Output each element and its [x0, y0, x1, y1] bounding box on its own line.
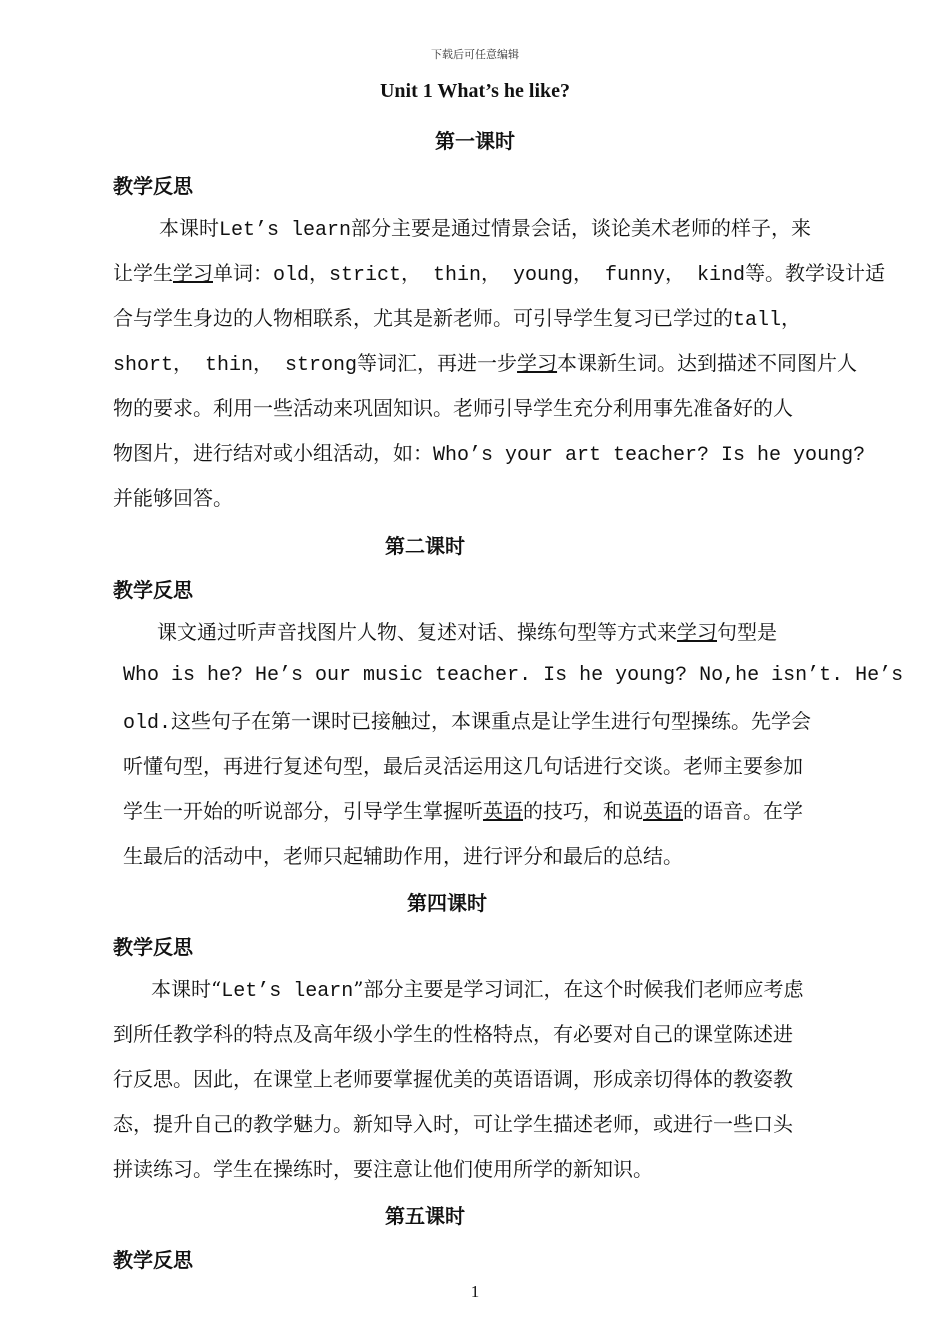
- paragraph-line: [123, 754, 903, 778]
- paragraph-line: [113, 620, 937, 644]
- reflection-label-4: 教学反思: [113, 935, 193, 959]
- reflection-label-1: 教学反思: [113, 174, 193, 198]
- text-run: 生最后的活动中，老师只起辅助作用，进行评分和最后的总结。: [123, 844, 683, 868]
- paragraph-line: [113, 351, 893, 378]
- text-run: Let’s learn: [219, 219, 352, 242]
- text-run: old.: [123, 712, 172, 735]
- text-run: Who’s your art teacher? Is he young?: [433, 444, 866, 467]
- text-run: 的语音。在学: [683, 799, 803, 823]
- underlined-word: 学习: [677, 620, 717, 644]
- text-run: 本课时: [159, 216, 219, 240]
- text-run: 物的要求。利用一些活动来巩固知识。老师引导学生充分利用事先准备好的人: [113, 396, 793, 420]
- text-run: 等词汇，再进一步: [357, 351, 518, 375]
- text-run: Who is he? He’s our music teacher. Is he young? No,he isn’t. He’s: [123, 664, 904, 687]
- text-run: ”部分主要是学习词汇，在这个时候我们老师应考虑: [353, 977, 804, 1001]
- text-run: 到所任教学科的特点及高年级小学生的性格特点，有必要对自己的课堂陈述进: [113, 1022, 793, 1046]
- paragraph-line: [123, 844, 903, 868]
- text-run: 学生一开始的听说部分，引导学生掌握听: [123, 799, 483, 823]
- text-run: 行反思。因此，在课堂上老师要掌握优美的英语语调，形成亲切得体的教姿教: [113, 1067, 793, 1091]
- text-run: short， thin， strong: [113, 354, 358, 377]
- text-run: 部分主要是通过情景会话，谈论美术老师的样子，来: [351, 216, 812, 240]
- lesson-heading-5: 第五课时: [385, 1204, 465, 1228]
- reflection-label-5: 教学反思: [113, 1248, 193, 1272]
- paragraph-line: [123, 799, 903, 823]
- lesson-heading-2: 第二课时: [385, 534, 465, 558]
- underlined-word: 学习: [517, 351, 558, 375]
- text-run: 本课时“: [151, 977, 222, 1001]
- text-run: Let’s learn: [221, 980, 354, 1003]
- paragraph-line: [113, 261, 893, 288]
- underlined-word: 英语: [643, 799, 683, 823]
- paragraph-line: [113, 441, 893, 468]
- text-run: 课文通过听声音找图片人物、复述对话、操练句型等方式来: [157, 620, 677, 644]
- paragraph-line: [113, 1157, 893, 1181]
- text-run: tall，: [733, 309, 802, 332]
- paragraph-line: [113, 486, 893, 510]
- text-run: 这些句子在第一课时已接触过，本课重点是让学生进行句型操练。先学会: [171, 709, 812, 733]
- paragraph-line: [113, 396, 893, 420]
- underlined-word: 学习: [173, 261, 213, 285]
- text-run: old，strict， thin， young， funny， kind: [273, 264, 746, 287]
- text-run: 等。教学设计适: [745, 261, 886, 285]
- text-run: 让学生: [113, 261, 173, 285]
- text-run: 的技巧，和说: [523, 799, 643, 823]
- lesson-heading-4: 第四课时: [407, 891, 487, 915]
- text-run: 物图片，进行结对或小组活动，如：: [113, 441, 433, 465]
- text-run: 拼读练习。学生在操练时，要注意让他们使用所学的新知识。: [113, 1157, 653, 1181]
- underlined-word: 英语: [483, 799, 523, 823]
- text-run: 本课新生词。达到描述不同图片人: [557, 351, 858, 375]
- paragraph-line: [113, 1112, 893, 1136]
- document-title: Unit 1 What’s he like?: [379, 80, 571, 102]
- text-run: 单词：: [213, 261, 273, 285]
- text-run: 态，提升自己的教学魅力。新知导入时，可让学生描述老师，或进行一些口头: [113, 1112, 793, 1136]
- text-run: 听懂句型，再进行复述句型，最后灵活运用这几句话进行交谈。老师主要参加: [123, 754, 803, 778]
- paragraph-line: [113, 216, 939, 243]
- paragraph-line: [113, 977, 931, 1004]
- paragraph-line: [113, 1067, 893, 1091]
- paragraph-line: [113, 1022, 893, 1046]
- text-run: 句型是: [717, 620, 777, 644]
- page-number: 1: [470, 1282, 480, 1301]
- paragraph-line: [123, 709, 903, 736]
- header-note: 下载后可任意编辑: [431, 48, 519, 61]
- lesson-heading-1: 第一课时: [435, 129, 515, 153]
- paragraph-line: [123, 664, 903, 688]
- text-run: 并能够回答。: [113, 486, 233, 510]
- text-run: 合与学生身边的人物相联系，尤其是新老师。可引导学生复习已学过的: [113, 306, 733, 330]
- reflection-label-2: 教学反思: [113, 578, 193, 602]
- paragraph-line: [113, 306, 893, 333]
